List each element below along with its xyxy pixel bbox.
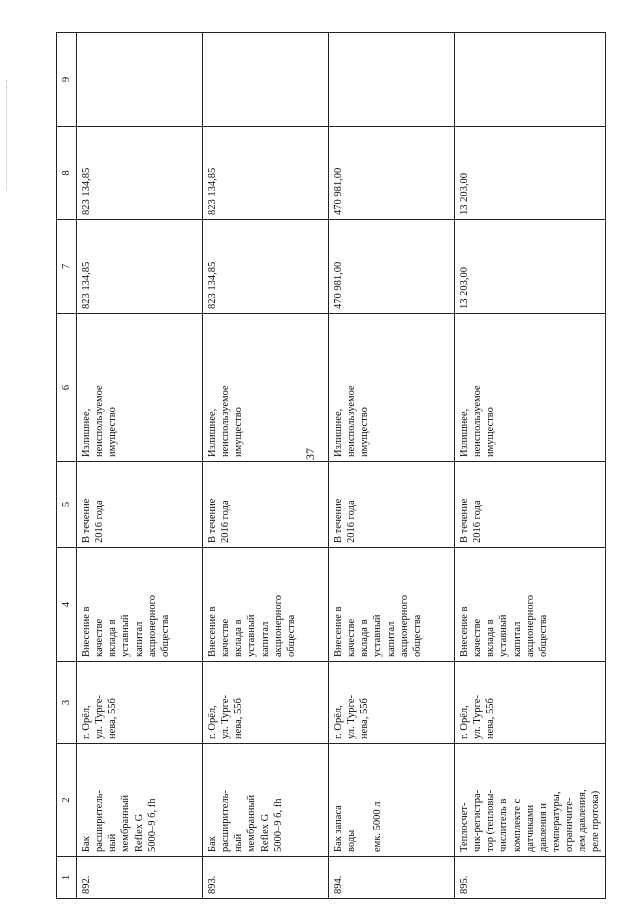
- name-cell: Бак запаса воды емк. 5000 л: [329, 744, 455, 857]
- column-header: 7: [57, 220, 77, 314]
- table-row: [455, 33, 606, 899]
- rotated-table-container: [56, 33, 602, 899]
- address-cell: г. Орёл, ул. Турге- нева, 55б: [77, 662, 203, 744]
- method-cell: Внесение в качестве вклада в уставный капитал акционерного общества: [329, 548, 455, 662]
- value-cell-7: 823 134,85: [203, 220, 329, 314]
- address-cell: г. Орёл, ул. Турге- нева, 55б: [329, 662, 455, 744]
- reason-cell: Излишнее, неиспользуемое имущество: [329, 314, 455, 462]
- method-cell: Внесение в качестве вклада в уставный капитал акционерного общества: [203, 548, 329, 662]
- method-cell: Внесение в качестве вклада в уставный капитал акционерного общества: [455, 548, 606, 662]
- column-number-row: [57, 33, 77, 899]
- scan-margin-mark: [6, 80, 8, 190]
- column-header: 9: [57, 33, 77, 127]
- reason-cell: Излишнее, неиспользуемое имущество: [77, 314, 203, 462]
- row-number-cell: 892.: [77, 857, 203, 899]
- column-header: 8: [57, 127, 77, 220]
- column-header: 6: [57, 314, 77, 462]
- value-cell-8: 13 203,00: [455, 127, 606, 220]
- value-cell-9: [77, 33, 203, 127]
- value-cell-7: 13 203,00: [455, 220, 606, 314]
- name-cell: Теплосчет- чик-регистра- тор (тепловы- числитель в комплекте с датчиками давления и температуры, ограничите- лем давления, реле протока): [455, 744, 606, 857]
- value-cell-8: 470 981,00: [329, 127, 455, 220]
- value-cell-8: 823 134,85: [203, 127, 329, 220]
- column-header: 5: [57, 462, 77, 548]
- value-cell-7: 823 134,85: [77, 220, 203, 314]
- term-cell: В течение 2016 года: [455, 462, 606, 548]
- name-cell: Бак расширитель- ный мембранный Reflex G 5000–9 б, fh: [77, 744, 203, 857]
- value-cell-7: 470 981,00: [329, 220, 455, 314]
- method-cell: Внесение в качестве вклада в уставный капитал акционерного общества: [77, 548, 203, 662]
- value-cell-8: 823 134,85: [77, 127, 203, 220]
- address-cell: г. Орёл, ул. Турге- нева, 55б: [455, 662, 606, 744]
- page-number: 37: [303, 448, 317, 460]
- table-row: [329, 33, 455, 899]
- reason-cell: Излишнее, неиспользуемое имущество: [455, 314, 606, 462]
- property-table: [56, 32, 606, 899]
- column-header: 3: [57, 662, 77, 744]
- column-header: 1: [57, 857, 77, 899]
- row-number-cell: 894.: [329, 857, 455, 899]
- row-number-cell: 895.: [455, 857, 606, 899]
- row-number-cell: 893.: [203, 857, 329, 899]
- term-cell: В течение 2016 года: [77, 462, 203, 548]
- value-cell-9: [455, 33, 606, 127]
- value-cell-9: [329, 33, 455, 127]
- term-cell: В течение 2016 года: [329, 462, 455, 548]
- name-cell: Бак расширитель- ный мембранный Reflex G 5000–9 б, fh: [203, 744, 329, 857]
- column-header: 4: [57, 548, 77, 662]
- value-cell-9: [203, 33, 329, 127]
- reason-cell: Излишнее, неиспользуемое имущество: [203, 314, 329, 462]
- column-header: 2: [57, 744, 77, 857]
- term-cell: В течение 2016 года: [203, 462, 329, 548]
- table-row: [77, 33, 203, 899]
- address-cell: г. Орёл, ул. Турге- нева, 55б: [203, 662, 329, 744]
- table-row: [203, 33, 329, 899]
